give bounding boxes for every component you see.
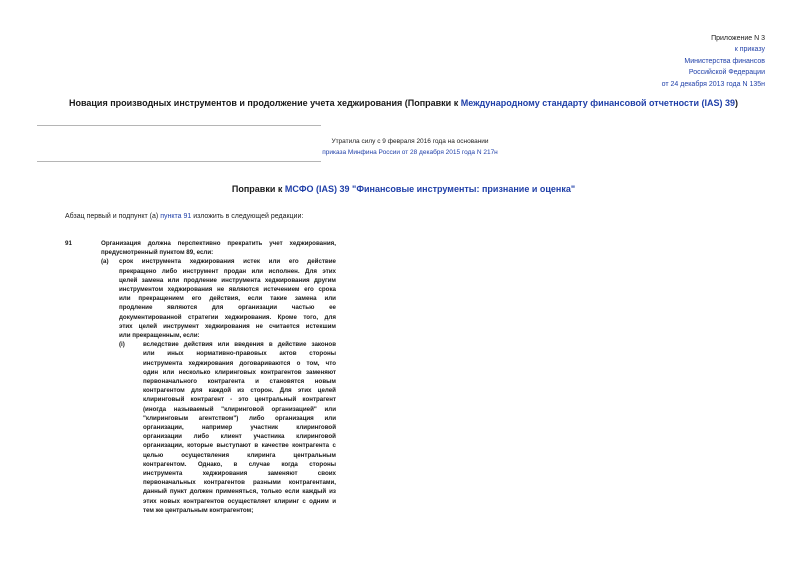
- appendix-federation-link[interactable]: Российской Федерации: [688, 69, 765, 77]
- divider-top: [37, 125, 321, 126]
- subpoint-a-line: продление являются для организации частью ее: [119, 304, 336, 312]
- subpoint-a-line: инструментом хеджирования не являются истечением его срока: [119, 286, 336, 293]
- paragraph-lead-line: предусмотренный пунктом 89, если:: [101, 249, 214, 257]
- subpoint-i-line: инструмента хеджирования договариваются о том, что: [143, 359, 336, 367]
- section-title-text: Поправки к: [231, 184, 285, 194]
- subpoint-i-line: этих новых контрагентов осуществляет клиринг с одним и: [143, 497, 336, 505]
- subpoint-a-line: прекращено либо инструмент продан или исполнен. Для этих: [119, 267, 336, 275]
- intro-paragraph: [65, 213, 303, 220]
- section-title: [0, 184, 807, 194]
- subpoint-i-line: контрагентом. Однако, в случае когда стороны: [143, 460, 336, 468]
- repeal-order-link[interactable]: приказа Минфина России от 28 декабря 2015 года N 217н: [322, 148, 498, 156]
- subpoint-i-line: организации, которые выступают в качестве контрагента с: [143, 442, 336, 450]
- subpoint-i-line: данный пункт должен применяться, только если каждый из: [143, 488, 336, 496]
- subpoint-a-line: целей замена или продление инструмента хеджирования другим: [119, 276, 336, 284]
- subpoint-i-line: целью осуществления клиринга центральным: [143, 451, 336, 459]
- appendix-line: Приложение N 3: [711, 35, 765, 42]
- appendix-order-link[interactable]: к приказу: [734, 46, 765, 54]
- subpoint-i-text: [143, 340, 336, 515]
- subpoint-i-line: инструмента хеджирования заменяют своих: [143, 470, 336, 478]
- subpoint-a-line: документированной стратегии хеджирования. Кроме того, для: [119, 313, 336, 321]
- subpoint-a-text: [119, 257, 336, 340]
- subpoint-a-line: срок инструмента хеджирования истек или его действие: [119, 258, 336, 266]
- subpoint-i-line: "клиринговым агентством") либо организация или: [143, 414, 336, 422]
- appendix-date-link[interactable]: от 24 декабря 2013 года N 135н: [661, 80, 765, 88]
- document-title-close: ): [735, 98, 738, 108]
- expiry-note-text: Утратила силу с 9 февраля 2016 года на основании: [331, 138, 489, 145]
- subpoint-i-line: (иногда называемый "клиринговой организацией" или: [143, 405, 336, 413]
- paragraph-lead-line: Организация должна перспективно прекратить учет хеджирования,: [101, 240, 336, 247]
- document-title: [0, 98, 807, 108]
- intro-text: Абзац первый и подпункт (a): [65, 213, 161, 220]
- subpoint-a-line: или прекращением его действия, если такие замена или: [119, 295, 336, 303]
- subpoint-i-line: клиринговый контрагент - это центральный контрагент: [143, 396, 336, 404]
- expiry-note: [300, 137, 520, 158]
- divider-bottom: [37, 161, 321, 162]
- subpoint-i-line: организации либо клиент участника клиринговой: [143, 433, 336, 441]
- subpoint-i-line: вследствие действия или введения в действие законов: [143, 341, 336, 349]
- paragraph-91-link[interactable]: пункта 91: [160, 213, 192, 220]
- subpoint-a-line: этих целей инструмент хеджирования не считается истекшим: [119, 322, 336, 330]
- appendix-block: [662, 33, 765, 90]
- subpoint-i-marker: (i): [119, 341, 125, 349]
- subpoint-i-line: контрагентом для каждой из сторон. Для этих целей: [143, 387, 336, 395]
- paragraph-lead: [101, 239, 336, 257]
- ias39-link[interactable]: МСФО (IAS) 39 "Финансовые инструменты: признание и оценка": [284, 184, 576, 194]
- subpoint-i-line: первоначального контрагента и становятся новым: [143, 378, 336, 385]
- paragraph-number: 91: [65, 240, 72, 247]
- subpoint-a-marker: (a): [101, 258, 109, 266]
- document-title-text: Новация производных инструментов и продолжение учета хеджирования (Поправки к: [68, 98, 461, 108]
- intro-text-end: изложить в следующей редакции:: [191, 213, 304, 220]
- subpoint-i-line: или иных нормативно-правовых актов стороны: [143, 350, 336, 358]
- subpoint-i-line: организации, например участник клиринговой: [143, 424, 336, 432]
- ifrs-standard-link[interactable]: Международному стандарту финансовой отчетности (IAS) 39: [460, 98, 735, 108]
- subpoint-i-line: первоначальных контрагентов разными контрагентами,: [143, 479, 336, 487]
- subpoint-i-line: тем же центральным контрагентом;: [143, 506, 254, 514]
- subpoint-a-line: или прекращенным, если:: [119, 332, 200, 340]
- subpoint-i-line: один или несколько клиринговых контрагентов заменяют: [143, 368, 336, 376]
- appendix-ministry-link[interactable]: Министерства финансов: [684, 57, 765, 65]
